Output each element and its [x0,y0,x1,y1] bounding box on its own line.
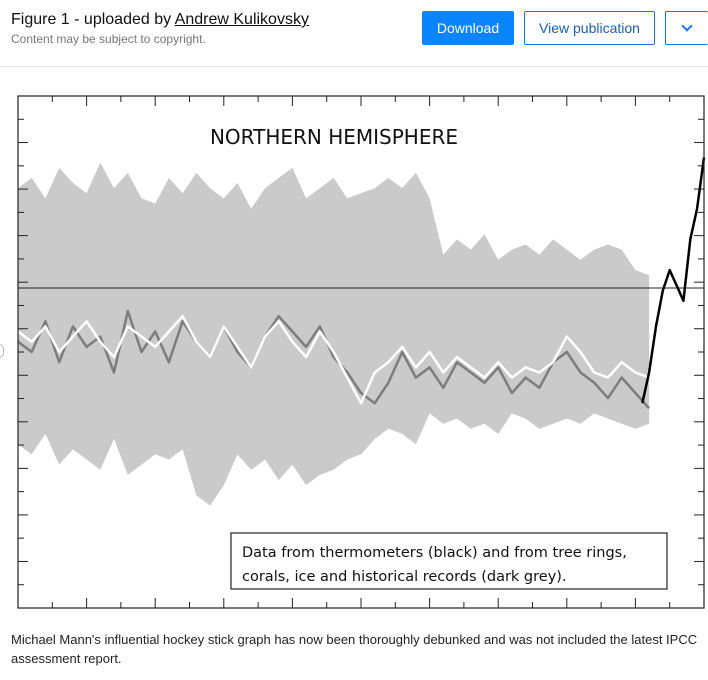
annotation-line-1: Data from thermometers (black) and from tree rings, [242,545,627,561]
view-publication-button[interactable]: View publication [524,11,655,45]
chevron-down-icon [681,20,692,31]
figure-caption: Michael Mann's influential hockey stick graph has now been thoroughly debunked and was not included the latest IPCC assessment report. [11,632,698,666]
figure-title [11,11,309,29]
download-button[interactable]: Download [422,11,514,45]
figure-title-prefix: Figure 1 - uploaded by [11,11,172,28]
thermometer-line [642,157,704,403]
copyright-notice: Content may be subject to copyright. [11,32,206,46]
figure-header [0,0,708,67]
more-options-button[interactable] [665,11,708,45]
plot-area [18,96,704,608]
annotation-line-2: corals, ice and historical records (dark grey). [242,569,567,585]
author-link[interactable]: Andrew Kulikovsky [174,11,309,28]
uncertainty-band [18,163,649,506]
hockey-stick-chart [0,80,708,620]
chart-title: NORTHERN HEMISPHERE [209,125,459,149]
